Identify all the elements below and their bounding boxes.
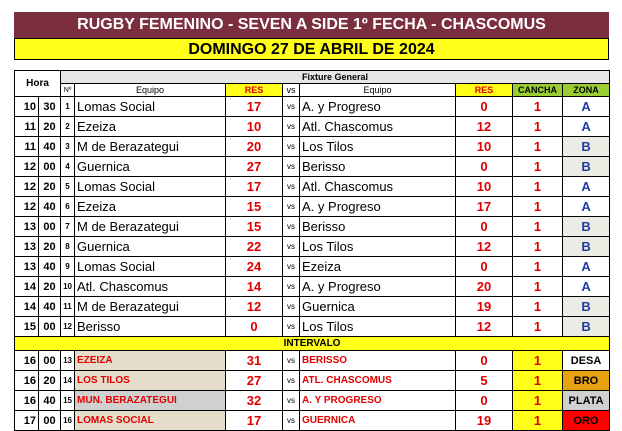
result-2: 10 [456,137,513,157]
result-1: 10 [226,117,283,137]
match-row [15,237,610,257]
vs-label: vs [283,297,300,317]
result-1: 22 [226,237,283,257]
vs-label: vs [283,277,300,297]
match-number: 16 [61,411,75,431]
match-number: 8 [61,237,75,257]
date-banner: DOMINGO 27 DE ABRIL DE 2024 [14,38,609,60]
team-2: Atl. Chascomus [300,117,456,137]
match-row [15,297,610,317]
final-row [15,371,610,391]
zona-header: ZONA [563,84,610,97]
equipo-header-1: Equipo [75,84,226,97]
result-1: 14 [226,277,283,297]
zona-cell: A [563,117,610,137]
result-1: 32 [226,391,283,411]
cancha-cell: 1 [513,237,563,257]
hour-cell: 16 [15,391,39,411]
minute-cell: 30 [39,97,61,117]
minute-cell: 00 [39,411,61,431]
team-1: M de Berazategui [75,297,226,317]
vs-label: vs [283,411,300,431]
minute-cell: 40 [39,137,61,157]
team-1: Berisso [75,317,226,337]
vs-label: vs [283,117,300,137]
match-number: 7 [61,217,75,237]
cancha-cell: 1 [513,371,563,391]
final-row [15,351,610,371]
cancha-cell: 1 [513,157,563,177]
vs-label: vs [283,97,300,117]
fixture-header: Fixture General [61,71,610,84]
hour-cell: 13 [15,217,39,237]
match-row [15,197,610,217]
vs-label: vs [283,317,300,337]
team-1: Ezeiza [75,197,226,217]
result-2: 12 [456,117,513,137]
zona-cell: B [563,217,610,237]
result-2: 5 [456,371,513,391]
team-2: GUERNICA [300,411,456,431]
cancha-cell: 1 [513,177,563,197]
zona-cell: DESA [563,351,610,371]
team-1: LOMAS SOCIAL [75,411,226,431]
intervalo-row [15,337,610,351]
result-1: 27 [226,157,283,177]
team-1: Lomas Social [75,257,226,277]
zona-cell: B [563,157,610,177]
hour-cell: 16 [15,351,39,371]
team-2: A. y Progreso [300,97,456,117]
hour-cell: 12 [15,197,39,217]
team-2: A. Y PROGRESO [300,391,456,411]
match-row [15,97,610,117]
team-2: Atl. Chascomus [300,177,456,197]
vs-label: vs [283,217,300,237]
vs-label: vs [283,391,300,411]
zona-cell: B [563,237,610,257]
team-1: Atl. Chascomus [75,277,226,297]
hour-cell: 13 [15,257,39,277]
res-header-2: RES [456,84,513,97]
minute-cell: 00 [39,157,61,177]
team-2: Berisso [300,157,456,177]
vs-label: vs [283,177,300,197]
no-header: Nº [61,84,75,97]
minute-cell: 40 [39,297,61,317]
result-2: 0 [456,217,513,237]
cancha-header: CANCHA [513,84,563,97]
match-row [15,277,610,297]
vs-label: vs [283,197,300,217]
team-2: Los Tilos [300,317,456,337]
result-1: 17 [226,411,283,431]
hora-header: Hora [15,71,61,97]
result-2: 0 [456,257,513,277]
minute-cell: 20 [39,237,61,257]
hour-cell: 10 [15,97,39,117]
team-1: Ezeiza [75,117,226,137]
match-number: 13 [61,351,75,371]
match-row [15,177,610,197]
match-row [15,157,610,177]
zona-cell: A [563,257,610,277]
res-header-1: RES [226,84,283,97]
result-2: 0 [456,157,513,177]
cancha-cell: 1 [513,257,563,277]
vs-label: vs [283,237,300,257]
result-1: 24 [226,257,283,277]
team-2: Ezeiza [300,257,456,277]
team-1: Guernica [75,157,226,177]
match-number: 10 [61,277,75,297]
hour-cell: 12 [15,177,39,197]
cancha-cell: 1 [513,97,563,117]
zona-cell: B [563,317,610,337]
zona-cell: A [563,177,610,197]
minute-cell: 40 [39,257,61,277]
zona-cell: B [563,297,610,317]
zona-cell: B [563,137,610,157]
minute-cell: 20 [39,371,61,391]
zona-cell: ORO [563,411,610,431]
match-row [15,257,610,277]
result-1: 20 [226,137,283,157]
match-row [15,137,610,157]
hour-cell: 17 [15,411,39,431]
team-1: Guernica [75,237,226,257]
cancha-cell: 1 [513,351,563,371]
cancha-cell: 1 [513,137,563,157]
result-2: 20 [456,277,513,297]
match-number: 2 [61,117,75,137]
intervalo-label: INTERVALO [15,337,610,351]
result-1: 12 [226,297,283,317]
minute-cell: 00 [39,217,61,237]
match-number: 9 [61,257,75,277]
vs-label: vs [283,351,300,371]
match-row [15,217,610,237]
zona-cell: A [563,277,610,297]
team-2: ATL. CHASCOMUS [300,371,456,391]
minute-cell: 40 [39,391,61,411]
hour-cell: 15 [15,317,39,337]
team-1: Lomas Social [75,97,226,117]
result-1: 17 [226,177,283,197]
hour-cell: 16 [15,371,39,391]
cancha-cell: 1 [513,297,563,317]
team-2: A. y Progreso [300,197,456,217]
team-2: BERISSO [300,351,456,371]
title-banner: RUGBY FEMENINO - SEVEN A SIDE 1º FECHA - CHASCOMUS [14,12,609,38]
vs-label: vs [283,371,300,391]
match-number: 4 [61,157,75,177]
team-1: M de Berazategui [75,137,226,157]
minute-cell: 40 [39,197,61,217]
team-2: A. y Progreso [300,277,456,297]
result-1: 15 [226,197,283,217]
cancha-cell: 1 [513,197,563,217]
result-2: 12 [456,237,513,257]
equipo-header-2: Equipo [300,84,456,97]
vs-label: vs [283,137,300,157]
hour-cell: 12 [15,157,39,177]
cancha-cell: 1 [513,217,563,237]
result-1: 27 [226,371,283,391]
cancha-cell: 1 [513,411,563,431]
hour-cell: 14 [15,277,39,297]
team-2: Los Tilos [300,237,456,257]
cancha-cell: 1 [513,391,563,411]
minute-cell: 00 [39,317,61,337]
team-2: Los Tilos [300,137,456,157]
vs-label: vs [283,257,300,277]
cancha-cell: 1 [513,317,563,337]
zona-cell: A [563,197,610,217]
zona-cell: BRO [563,371,610,391]
hour-cell: 13 [15,237,39,257]
result-2: 19 [456,297,513,317]
cancha-cell: 1 [513,277,563,297]
team-1: EZEIZA [75,351,226,371]
vs-header: vs [283,84,300,97]
vs-label: vs [283,157,300,177]
final-row [15,391,610,411]
result-2: 0 [456,97,513,117]
team-1: Lomas Social [75,177,226,197]
result-2: 10 [456,177,513,197]
hour-cell: 11 [15,137,39,157]
match-number: 15 [61,391,75,411]
result-1: 0 [226,317,283,337]
result-2: 19 [456,411,513,431]
result-1: 17 [226,97,283,117]
fixture-table [14,70,610,431]
match-number: 3 [61,137,75,157]
minute-cell: 00 [39,351,61,371]
result-2: 0 [456,351,513,371]
result-2: 12 [456,317,513,337]
result-2: 17 [456,197,513,217]
team-1: MUN. BERAZATEGUI [75,391,226,411]
team-1: M de Berazategui [75,217,226,237]
match-row [15,117,610,137]
minute-cell: 20 [39,117,61,137]
match-number: 12 [61,317,75,337]
result-1: 31 [226,351,283,371]
final-row [15,411,610,431]
minute-cell: 20 [39,277,61,297]
result-2: 0 [456,391,513,411]
match-row [15,317,610,337]
hour-cell: 11 [15,117,39,137]
team-2: Guernica [300,297,456,317]
match-number: 11 [61,297,75,317]
match-number: 5 [61,177,75,197]
match-number: 6 [61,197,75,217]
match-number: 14 [61,371,75,391]
cancha-cell: 1 [513,117,563,137]
team-1: LOS TILOS [75,371,226,391]
hour-cell: 14 [15,297,39,317]
zona-cell: PLATA [563,391,610,411]
minute-cell: 20 [39,177,61,197]
zona-cell: A [563,97,610,117]
team-2: Berisso [300,217,456,237]
result-1: 15 [226,217,283,237]
match-number: 1 [61,97,75,117]
